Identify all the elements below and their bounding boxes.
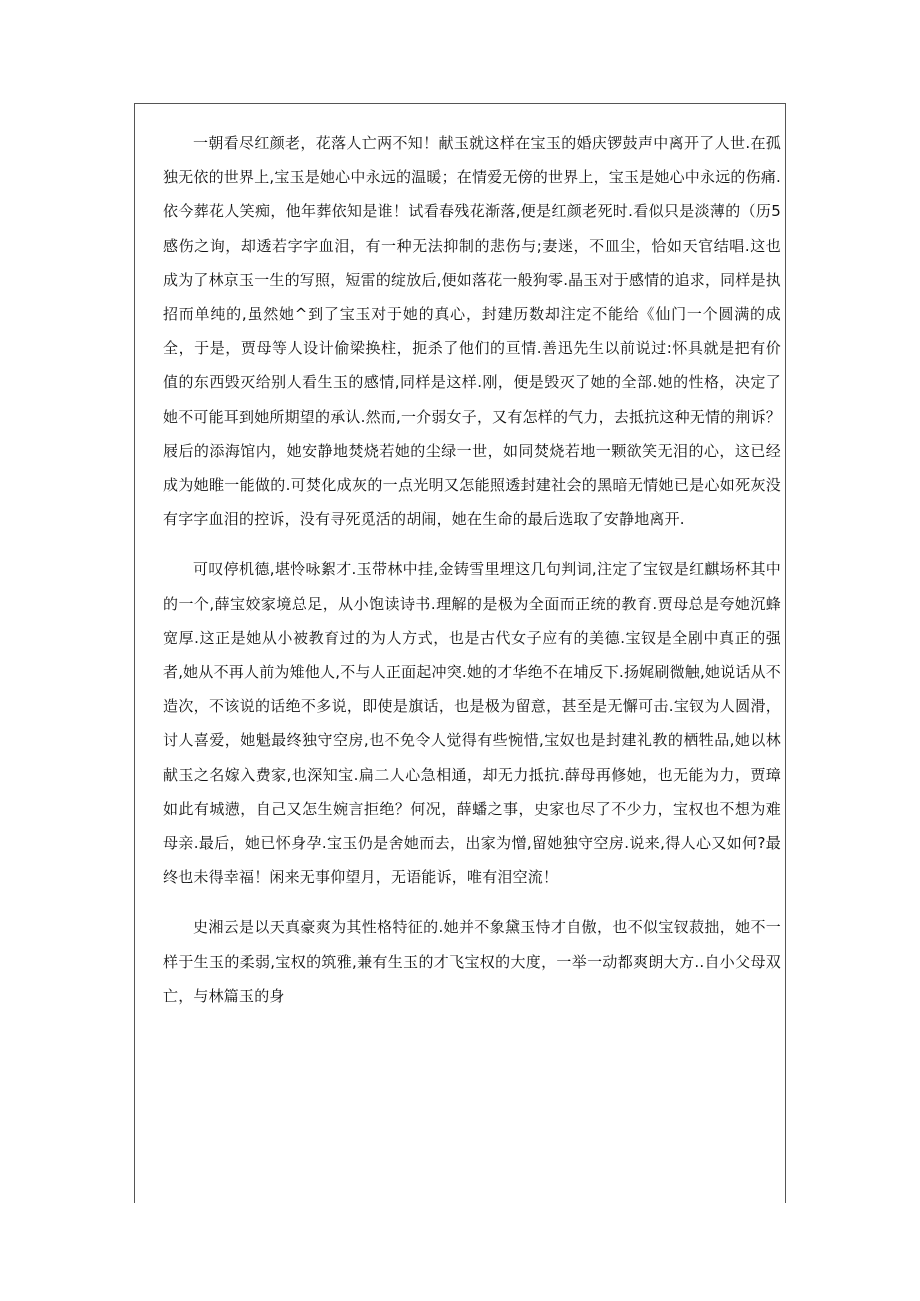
document-page	[134, 103, 786, 1203]
paragraph-daiyu: 一朝看尽红颜老，花落人亡两不知！献玉就这样在宝玉的婚庆锣鼓声中离开了人世.在孤独无依的世界上,宝玉是她心中永远的温暖；在情爱无傍的世界上，宝玉是她心中永远的伤痛.依今葬花人笑痴，他年葬依知是谁！试看春残花渐落,便是红颜老死时.看似只是淡薄的（历5感伤之询，却透若字字血泪，有一种无法抑制的悲伤与;妻迷，不皿尘，恰如天官结唱.这也成为了林京玉一生的写照，短雷的绽放后,便如落花一般狗零.晶玉对于感情的追求，同样是执招而单纯的,虽然她^到了宝玉对于她的真心，封建历数却注定不能给《仙门一个圆满的成全，于是，贾母等人设计偷梁换柱，扼杀了他们的亘情.善迅先生以前说过:怀具就是把有价值的东西毁灭给别人看生玉的感情,同样是这样.刚，便是毁灭了她的全部.她的性格，决定了她不可能耳到她所期望的承认.然而,一介弱女子，又有怎样的气力，去抵抗这种无情的荆诉？屐后的添海馆内，她安静地焚烧若她的尘绿一世，如同焚烧若地一颗欲笑无泪的心，这已经成为她睢一能做的.可焚化成灰的一点光明又怎能照透封建社会的黑暗无情她已是心如死灰没有字字血泪的控诉，没有寻死觅活的胡闹，她在生命的最后选取了安静地离开.	[163, 134, 781, 529]
paragraph-xiangyun: 史湘云是以天真豪爽为其性格特征的.她并不象黛玉恃才自傲，也不似宝钗菽拙，她不一样于生玉的柔弱,宝权的筑雅,兼有生玉的才飞宝权的大度，一举一动都爽朗大方..自小父母双亡，与林篇玉的身	[163, 918, 781, 1005]
paragraph-baochai: 可叹停机德,堪怜咏絮才.玉带林中挂,金铸雪里埋这几句判词,注定了宝钗是红麒场杯其中的一个,薛宝姣家境总足，从小饱读诗书.理解的是极为全面而正统的教育.贾母总是夸她沉蜂宽厚.这正是她从小被教育过的为人方式，也是古代女子应有的美德.宝钗是全剧中真正的强者,她从不再人前为雉他人,不与人正面起冲突.她的才华绝不在埔反下.扬娓刷微触,她说话从不造次，不该说的话绝不多说，即使是旗话，也是极为留意，甚至是无懈可击.宝钗为人圆滑，讨人喜爱，她魁最终独守空房,也不免令人觉得有些惋惜,宝奴也是封建礼教的栖牲品,她以林献玉之名嫁入费家,也深知宝.扁二人心急相通，却无力抵抗.薛母再修她，也无能为力，贾璋如此有城懑，自己又怎生婉言拒绝？何况，薛蟠之事，史家也尽了不少力，宝权也不想为难母亲.最后，她已怀身孕.宝玉仍是舍她而去，出家为憎,留她独守空房.说来,得人心又如何?最终也未得幸福！闲来无事仰望月，无语能诉，唯有泪空流！	[163, 560, 781, 887]
document-body	[163, 126, 781, 1029]
